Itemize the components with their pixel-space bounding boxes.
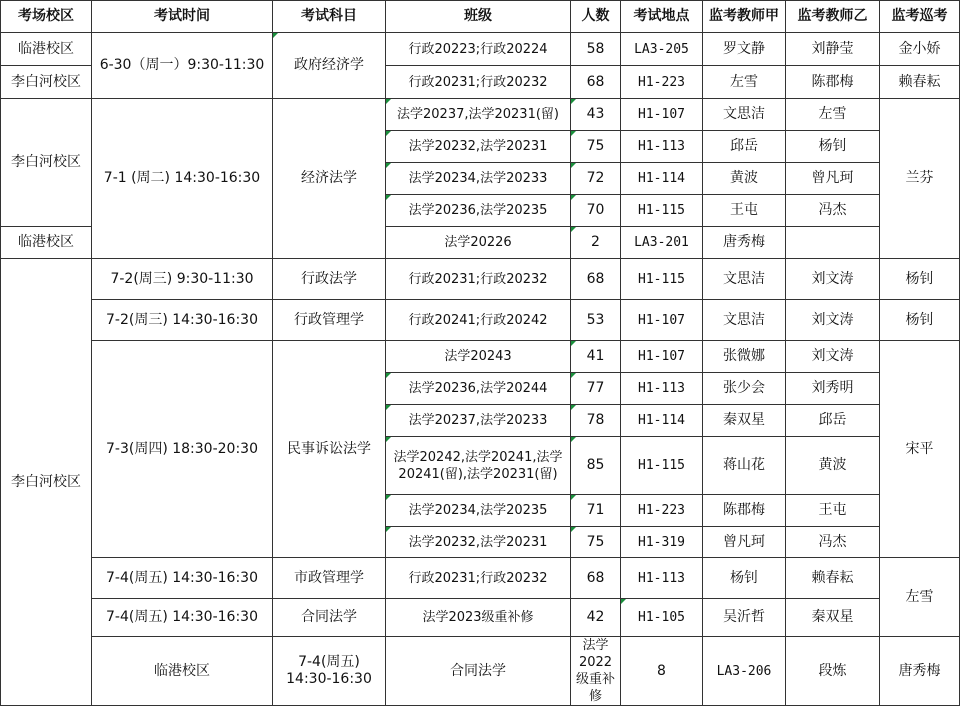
class-cell: 法学20236,法学20235 bbox=[386, 195, 571, 227]
class-cell: 行政20231;行政20232 bbox=[386, 259, 571, 300]
count-cell: 71 bbox=[571, 495, 621, 527]
proctor-b-cell bbox=[786, 227, 880, 259]
patrol-cell: 兰芬 bbox=[880, 99, 960, 259]
proctor-b-cell: 唐秀梅 bbox=[880, 637, 960, 706]
table-row bbox=[1, 341, 960, 373]
count-cell: 68 bbox=[571, 66, 621, 99]
class-cell: 法学20234,法学20233 bbox=[386, 163, 571, 195]
header-time: 考试时间 bbox=[92, 1, 273, 33]
header-location: 考试地点 bbox=[621, 1, 703, 33]
count-cell: 78 bbox=[571, 405, 621, 437]
header-campus: 考场校区 bbox=[1, 1, 92, 33]
count-cell: 2 bbox=[571, 227, 621, 259]
patrol-cell: 左雪 bbox=[880, 558, 960, 637]
class-cell: 行政20241;行政20242 bbox=[386, 300, 571, 341]
count-cell: 75 bbox=[571, 527, 621, 558]
patrol-cell: 杨钊 bbox=[880, 300, 960, 341]
location-cell: LA3-201 bbox=[621, 227, 703, 259]
location-cell: H1-223 bbox=[621, 495, 703, 527]
patrol-cell: 杨钊 bbox=[880, 259, 960, 300]
count-cell: 53 bbox=[571, 300, 621, 341]
patrol-cell: 赖春耘 bbox=[880, 66, 960, 99]
proctor-a-cell: 张少会 bbox=[703, 373, 786, 405]
proctor-a-cell: 张微娜 bbox=[703, 341, 786, 373]
proctor-a-cell: 陈郡梅 bbox=[703, 495, 786, 527]
location-cell: H1-223 bbox=[621, 66, 703, 99]
proctor-a-cell: 唐秀梅 bbox=[703, 227, 786, 259]
location-cell: LA3-205 bbox=[621, 33, 703, 66]
patrol-cell: 宋平 bbox=[880, 341, 960, 558]
header-subject: 考试科目 bbox=[273, 1, 386, 33]
proctor-a-cell: 邱岳 bbox=[703, 131, 786, 163]
subject-cell: 合同法学 bbox=[386, 637, 571, 706]
proctor-b-cell: 黄波 bbox=[786, 437, 880, 495]
class-cell: 法学20242,法学20241,法学20241(留),法学20231(留) bbox=[386, 437, 571, 495]
class-cell: 行政20231;行政20232 bbox=[386, 558, 571, 599]
table-row bbox=[1, 558, 960, 599]
proctor-b-cell: 冯杰 bbox=[786, 527, 880, 558]
proctor-b-cell: 杨钊 bbox=[786, 131, 880, 163]
proctor-b-cell: 左雪 bbox=[786, 99, 880, 131]
proctor-b-cell: 冯杰 bbox=[786, 195, 880, 227]
count-cell: 58 bbox=[571, 33, 621, 66]
location-cell: H1-319 bbox=[621, 527, 703, 558]
header-count: 人数 bbox=[571, 1, 621, 33]
proctor-b-cell: 陈郡梅 bbox=[786, 66, 880, 99]
count-cell: 43 bbox=[571, 99, 621, 131]
subject-cell: 合同法学 bbox=[273, 599, 386, 637]
count-cell: 75 bbox=[571, 131, 621, 163]
proctor-a-cell: 杨钊 bbox=[703, 558, 786, 599]
header-class: 班级 bbox=[386, 1, 571, 33]
subject-cell: 经济法学 bbox=[273, 99, 386, 259]
class-cell: 行政20223;行政20224 bbox=[386, 33, 571, 66]
class-cell: 法学20237,法学20233 bbox=[386, 405, 571, 437]
time-cell: 7-4(周五) 14:30-16:30 bbox=[92, 599, 273, 637]
proctor-b-cell: 刘秀明 bbox=[786, 373, 880, 405]
class-cell: 法学20234,法学20235 bbox=[386, 495, 571, 527]
campus-cell: 临港校区 bbox=[1, 227, 92, 259]
count-cell: 8 bbox=[621, 637, 703, 706]
location-cell: H1-115 bbox=[621, 259, 703, 300]
campus-cell: 李白河校区 bbox=[1, 66, 92, 99]
proctor-b-cell: 秦双星 bbox=[786, 599, 880, 637]
count-cell: 77 bbox=[571, 373, 621, 405]
proctor-a-cell: 曾凡珂 bbox=[703, 527, 786, 558]
class-cell: 行政20231;行政20232 bbox=[386, 66, 571, 99]
location-cell: H1-113 bbox=[621, 373, 703, 405]
class-cell: 法学20232,法学20231 bbox=[386, 131, 571, 163]
subject-cell: 行政管理学 bbox=[273, 300, 386, 341]
location-cell: H1-107 bbox=[621, 341, 703, 373]
proctor-a-cell: 左雪 bbox=[703, 66, 786, 99]
header-row bbox=[1, 1, 960, 33]
patrol-cell: 金小娇 bbox=[880, 33, 960, 66]
header-proctor-b: 监考教师乙 bbox=[786, 1, 880, 33]
location-cell: LA3-206 bbox=[703, 637, 786, 706]
proctor-a-cell: 王屯 bbox=[703, 195, 786, 227]
table-row bbox=[1, 99, 960, 131]
proctor-b-cell: 刘静莹 bbox=[786, 33, 880, 66]
proctor-a-cell: 罗文静 bbox=[703, 33, 786, 66]
time-cell: 6-30（周一）9:30-11:30 bbox=[92, 33, 273, 99]
proctor-a-cell: 吴沂哲 bbox=[703, 599, 786, 637]
count-cell: 68 bbox=[571, 259, 621, 300]
proctor-b-cell: 刘文涛 bbox=[786, 341, 880, 373]
table-row bbox=[1, 259, 960, 300]
campus-cell: 临港校区 bbox=[92, 637, 273, 706]
campus-cell: 李白河校区 bbox=[1, 99, 92, 227]
time-cell: 7-2(周三) 9:30-11:30 bbox=[92, 259, 273, 300]
proctor-a-cell: 蒋山花 bbox=[703, 437, 786, 495]
proctor-a-cell: 文思洁 bbox=[703, 99, 786, 131]
time-cell: 7-4(周五) 14:30-16:30 bbox=[273, 637, 386, 706]
subject-cell: 民事诉讼法学 bbox=[273, 341, 386, 558]
proctor-a-cell: 文思洁 bbox=[703, 300, 786, 341]
table-row bbox=[1, 637, 960, 706]
location-cell: H1-114 bbox=[621, 405, 703, 437]
class-cell: 法学20236,法学20244 bbox=[386, 373, 571, 405]
campus-cell: 李白河校区 bbox=[1, 259, 92, 706]
class-cell: 法学20237,法学20231(留) bbox=[386, 99, 571, 131]
location-cell: H1-107 bbox=[621, 300, 703, 341]
location-cell: H1-105 bbox=[621, 599, 703, 637]
location-cell: H1-114 bbox=[621, 163, 703, 195]
count-cell: 41 bbox=[571, 341, 621, 373]
header-proctor-a: 监考教师甲 bbox=[703, 1, 786, 33]
proctor-a-cell: 文思洁 bbox=[703, 259, 786, 300]
location-cell: H1-107 bbox=[621, 99, 703, 131]
count-cell: 85 bbox=[571, 437, 621, 495]
time-cell: 7-4(周五) 14:30-16:30 bbox=[92, 558, 273, 599]
proctor-b-cell: 赖春耘 bbox=[786, 558, 880, 599]
class-cell: 法学2022级重补修 bbox=[571, 637, 621, 706]
location-cell: H1-115 bbox=[621, 437, 703, 495]
time-cell: 7-3(周四) 18:30-20:30 bbox=[92, 341, 273, 558]
proctor-b-cell: 王屯 bbox=[786, 495, 880, 527]
table-row bbox=[1, 33, 960, 66]
time-cell: 7-1 (周二) 14:30-16:30 bbox=[92, 99, 273, 259]
proctor-a-cell: 段炼 bbox=[786, 637, 880, 706]
table-row bbox=[1, 599, 960, 637]
count-cell: 42 bbox=[571, 599, 621, 637]
campus-cell: 临港校区 bbox=[1, 33, 92, 66]
table-row bbox=[1, 300, 960, 341]
class-cell: 法学2023级重补修 bbox=[386, 599, 571, 637]
proctor-b-cell: 刘文涛 bbox=[786, 259, 880, 300]
count-cell: 70 bbox=[571, 195, 621, 227]
location-cell: H1-113 bbox=[621, 558, 703, 599]
header-patrol: 监考巡考 bbox=[880, 1, 960, 33]
subject-cell: 行政法学 bbox=[273, 259, 386, 300]
class-cell: 法学20243 bbox=[386, 341, 571, 373]
proctor-b-cell: 刘文涛 bbox=[786, 300, 880, 341]
location-cell: H1-113 bbox=[621, 131, 703, 163]
subject-cell: 市政管理学 bbox=[273, 558, 386, 599]
time-cell: 7-2(周三) 14:30-16:30 bbox=[92, 300, 273, 341]
proctor-b-cell: 曾凡珂 bbox=[786, 163, 880, 195]
count-cell: 72 bbox=[571, 163, 621, 195]
subject-cell: 政府经济学 bbox=[273, 33, 386, 99]
proctor-a-cell: 黄波 bbox=[703, 163, 786, 195]
count-cell: 68 bbox=[571, 558, 621, 599]
location-cell: H1-115 bbox=[621, 195, 703, 227]
class-cell: 法学20226 bbox=[386, 227, 571, 259]
class-cell: 法学20232,法学20231 bbox=[386, 527, 571, 558]
proctor-b-cell: 邱岳 bbox=[786, 405, 880, 437]
proctor-a-cell: 秦双星 bbox=[703, 405, 786, 437]
